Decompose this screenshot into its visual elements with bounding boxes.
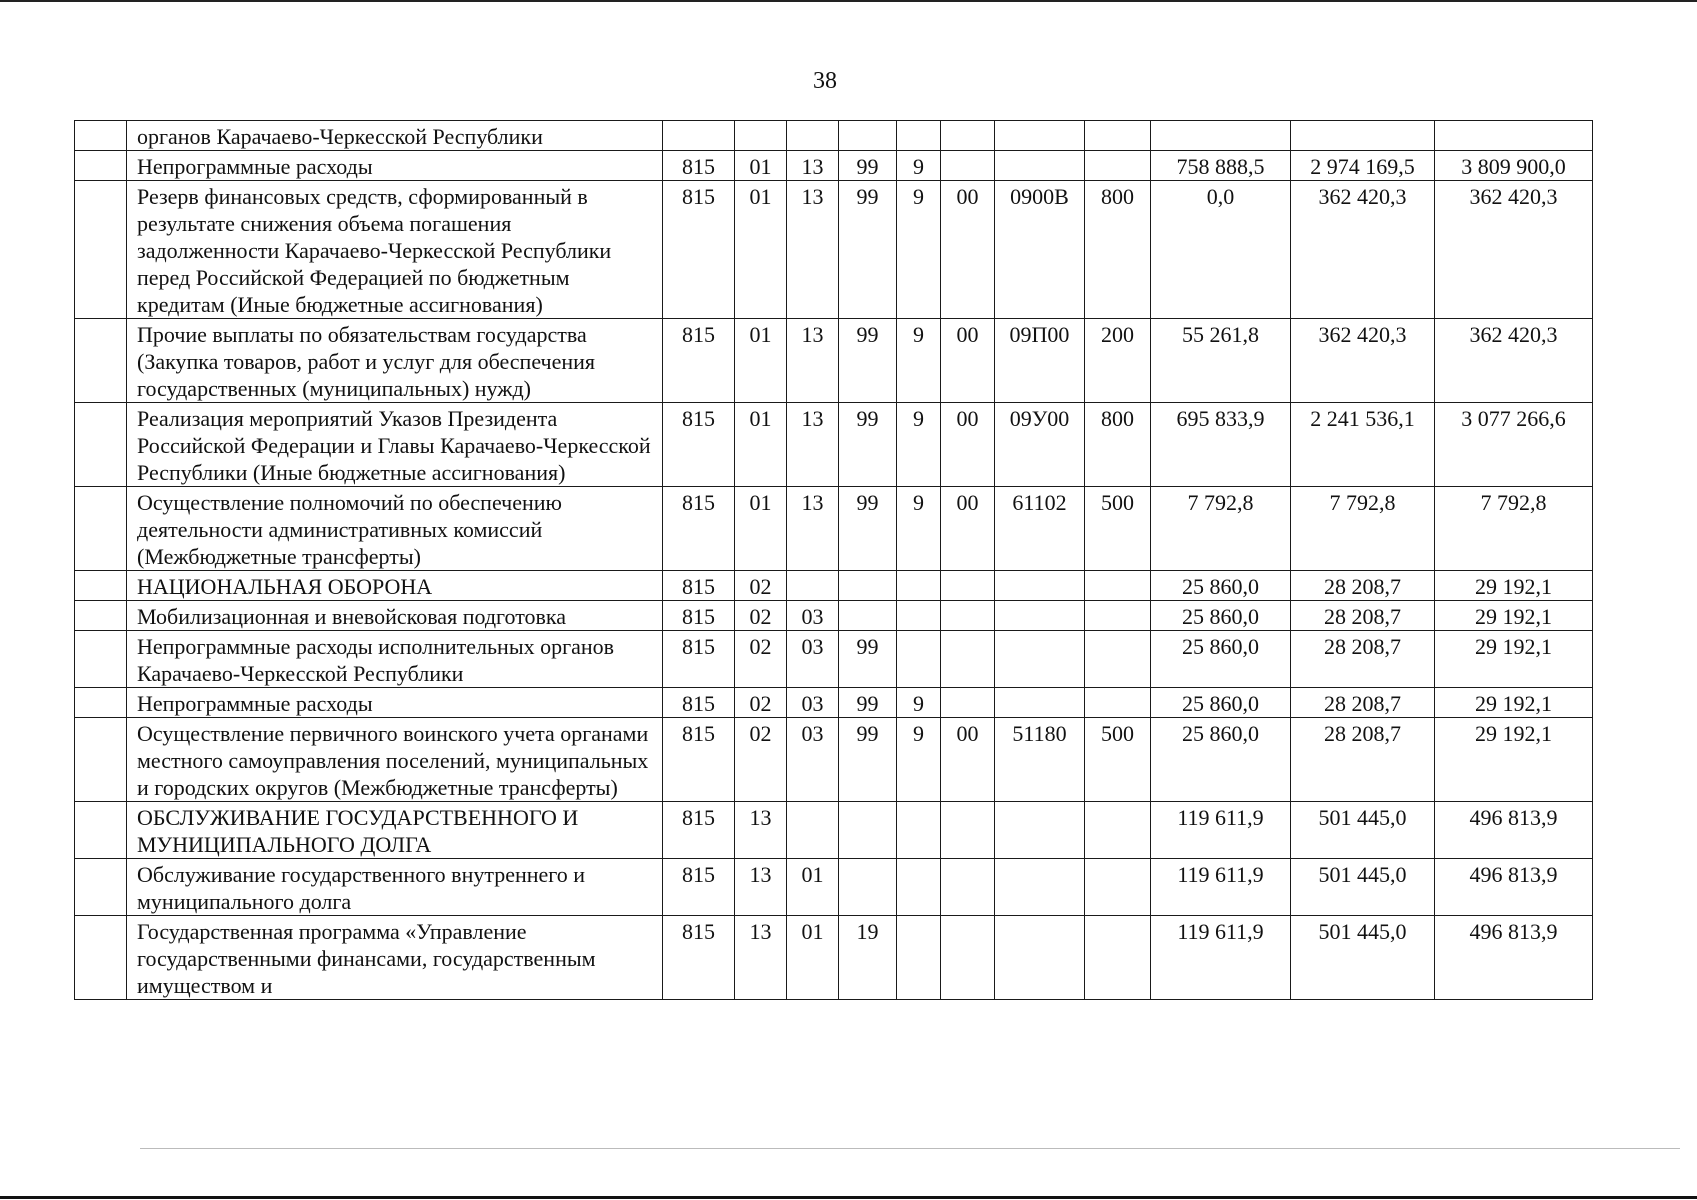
section-code-cell: 01	[735, 319, 787, 403]
section-code-cell: 02	[735, 631, 787, 688]
subsection-code-cell: 13	[787, 319, 839, 403]
event-code-cell: 00	[941, 181, 995, 319]
amount-year-3-cell: 29 192,1	[1435, 631, 1593, 688]
subprogram-code-cell	[897, 601, 941, 631]
expense-type-cell	[1085, 151, 1151, 181]
amount-year-2-cell: 28 208,7	[1291, 718, 1435, 802]
amount-year-1-cell: 758 888,5	[1151, 151, 1291, 181]
section-code-cell: 02	[735, 718, 787, 802]
amount-year-2-cell: 362 420,3	[1291, 181, 1435, 319]
amount-year-3-cell: 29 192,1	[1435, 601, 1593, 631]
subsection-code-cell: 03	[787, 601, 839, 631]
row-number-cell	[75, 151, 127, 181]
event-code-cell	[941, 802, 995, 859]
program-code-cell: 99	[839, 718, 897, 802]
direction-code-cell	[995, 916, 1085, 1000]
table-row	[75, 151, 1593, 181]
subprogram-code-cell: 9	[897, 151, 941, 181]
event-code-cell: 00	[941, 319, 995, 403]
table-row	[75, 121, 1593, 151]
table-row	[75, 688, 1593, 718]
section-code-cell: 02	[735, 601, 787, 631]
subprogram-code-cell: 9	[897, 319, 941, 403]
table-row	[75, 916, 1593, 1000]
section-code-cell: 13	[735, 859, 787, 916]
table-body	[75, 121, 1593, 1000]
scan-edge-bottom	[0, 1196, 1697, 1199]
subsection-code-cell: 13	[787, 403, 839, 487]
table-row	[75, 859, 1593, 916]
expense-name-cell: Прочие выплаты по обязательствам государства (Закупка товаров, работ и услуг для обеспечения государственных (муниципальных) нужд)	[127, 319, 663, 403]
amount-year-2-cell: 501 445,0	[1291, 802, 1435, 859]
section-code-cell: 01	[735, 181, 787, 319]
amount-year-1-cell: 25 860,0	[1151, 601, 1291, 631]
amount-year-1-cell: 119 611,9	[1151, 802, 1291, 859]
subprogram-code-cell	[897, 631, 941, 688]
row-number-cell	[75, 487, 127, 571]
amount-year-3-cell: 496 813,9	[1435, 802, 1593, 859]
amount-year-1-cell: 25 860,0	[1151, 571, 1291, 601]
amount-year-1-cell: 25 860,0	[1151, 631, 1291, 688]
event-code-cell	[941, 601, 995, 631]
direction-code-cell: 09У00	[995, 403, 1085, 487]
amount-year-3-cell: 3 809 900,0	[1435, 151, 1593, 181]
subprogram-code-cell: 9	[897, 487, 941, 571]
direction-code-cell	[995, 631, 1085, 688]
amount-year-3-cell: 496 813,9	[1435, 859, 1593, 916]
row-number-cell	[75, 631, 127, 688]
direction-code-cell	[995, 121, 1085, 151]
section-code-cell: 01	[735, 151, 787, 181]
expense-name-cell: Реализация мероприятий Указов Президента Российской Федерации и Главы Карачаево-Черкесской Республики (Иные бюджетные ассигнования)	[127, 403, 663, 487]
row-number-cell	[75, 403, 127, 487]
subprogram-code-cell	[897, 802, 941, 859]
subprogram-code-cell	[897, 916, 941, 1000]
row-number-cell	[75, 688, 127, 718]
subsection-code-cell: 13	[787, 151, 839, 181]
table-row	[75, 487, 1593, 571]
expense-type-cell	[1085, 571, 1151, 601]
subsection-code-cell: 01	[787, 916, 839, 1000]
row-number-cell	[75, 121, 127, 151]
direction-code-cell: 61102	[995, 487, 1085, 571]
amount-year-2-cell: 501 445,0	[1291, 859, 1435, 916]
program-code-cell: 99	[839, 631, 897, 688]
amount-year-1-cell: 7 792,8	[1151, 487, 1291, 571]
subprogram-code-cell	[897, 859, 941, 916]
section-code-cell: 02	[735, 571, 787, 601]
section-code-cell: 02	[735, 688, 787, 718]
amount-year-2-cell: 28 208,7	[1291, 631, 1435, 688]
amount-year-3-cell: 362 420,3	[1435, 181, 1593, 319]
table-row	[75, 571, 1593, 601]
row-number-cell	[75, 718, 127, 802]
program-code-cell: 99	[839, 181, 897, 319]
table-row	[75, 319, 1593, 403]
expense-name-cell: ОБСЛУЖИВАНИЕ ГОСУДАРСТВЕННОГО И МУНИЦИПАЛЬНОГО ДОЛГА	[127, 802, 663, 859]
program-code-cell	[839, 601, 897, 631]
subsection-code-cell	[787, 571, 839, 601]
ministry-code-cell: 815	[663, 631, 735, 688]
scan-edge-top	[0, 0, 1697, 2]
amount-year-2-cell: 28 208,7	[1291, 688, 1435, 718]
subsection-code-cell: 13	[787, 181, 839, 319]
subsection-code-cell: 03	[787, 688, 839, 718]
amount-year-3-cell: 29 192,1	[1435, 718, 1593, 802]
expense-name-cell: Мобилизационная и вневойсковая подготовка	[127, 601, 663, 631]
event-code-cell	[941, 916, 995, 1000]
event-code-cell: 00	[941, 487, 995, 571]
subprogram-code-cell: 9	[897, 181, 941, 319]
expense-type-cell: 800	[1085, 403, 1151, 487]
amount-year-3-cell: 7 792,8	[1435, 487, 1593, 571]
program-code-cell: 99	[839, 151, 897, 181]
amount-year-1-cell: 119 611,9	[1151, 916, 1291, 1000]
amount-year-1-cell: 55 261,8	[1151, 319, 1291, 403]
amount-year-3-cell: 362 420,3	[1435, 319, 1593, 403]
amount-year-3-cell: 29 192,1	[1435, 688, 1593, 718]
direction-code-cell: 0900В	[995, 181, 1085, 319]
direction-code-cell	[995, 802, 1085, 859]
row-number-cell	[75, 802, 127, 859]
amount-year-2-cell: 362 420,3	[1291, 319, 1435, 403]
table-row	[75, 601, 1593, 631]
program-code-cell	[839, 121, 897, 151]
program-code-cell: 99	[839, 688, 897, 718]
section-code-cell: 01	[735, 403, 787, 487]
program-code-cell: 99	[839, 319, 897, 403]
expense-type-cell	[1085, 601, 1151, 631]
event-code-cell	[941, 151, 995, 181]
expense-name-cell: Непрограммные расходы	[127, 151, 663, 181]
amount-year-2-cell: 2 974 169,5	[1291, 151, 1435, 181]
program-code-cell	[839, 859, 897, 916]
table-row	[75, 403, 1593, 487]
expense-name-cell: Непрограммные расходы исполнительных органов Карачаево-Черкесской Республики	[127, 631, 663, 688]
expense-name-cell: Обслуживание государственного внутреннего и муниципального долга	[127, 859, 663, 916]
event-code-cell	[941, 688, 995, 718]
expense-name-cell: Осуществление полномочий по обеспечению деятельности административных комиссий (Межбюджетные трансферты)	[127, 487, 663, 571]
ministry-code-cell: 815	[663, 802, 735, 859]
row-number-cell	[75, 601, 127, 631]
ministry-code-cell: 815	[663, 487, 735, 571]
divider	[140, 1148, 1680, 1149]
direction-code-cell	[995, 688, 1085, 718]
direction-code-cell: 51180	[995, 718, 1085, 802]
expense-type-cell	[1085, 916, 1151, 1000]
subsection-code-cell: 01	[787, 859, 839, 916]
subprogram-code-cell	[897, 121, 941, 151]
program-code-cell: 99	[839, 487, 897, 571]
ministry-code-cell: 815	[663, 403, 735, 487]
expense-type-cell	[1085, 802, 1151, 859]
section-code-cell: 01	[735, 487, 787, 571]
row-number-cell	[75, 571, 127, 601]
expense-type-cell: 500	[1085, 718, 1151, 802]
amount-year-3-cell: 496 813,9	[1435, 916, 1593, 1000]
program-code-cell	[839, 571, 897, 601]
page-number: 38	[813, 68, 837, 94]
event-code-cell	[941, 121, 995, 151]
amount-year-2-cell	[1291, 121, 1435, 151]
section-code-cell	[735, 121, 787, 151]
amount-year-1-cell: 25 860,0	[1151, 688, 1291, 718]
row-number-cell	[75, 319, 127, 403]
direction-code-cell	[995, 859, 1085, 916]
direction-code-cell: 09П00	[995, 319, 1085, 403]
event-code-cell	[941, 631, 995, 688]
expense-name-cell: Резерв финансовых средств, сформированный в результате снижения объема погашения задолженности Карачаево-Черкесской Республики перед Российской Федерацией по бюджетным кредитам (Иные бюджетные ассигнования)	[127, 181, 663, 319]
amount-year-2-cell: 28 208,7	[1291, 571, 1435, 601]
direction-code-cell	[995, 151, 1085, 181]
program-code-cell	[839, 802, 897, 859]
row-number-cell	[75, 181, 127, 319]
amount-year-1-cell: 25 860,0	[1151, 718, 1291, 802]
subsection-code-cell: 13	[787, 487, 839, 571]
ministry-code-cell: 815	[663, 601, 735, 631]
amount-year-2-cell: 28 208,7	[1291, 601, 1435, 631]
program-code-cell: 99	[839, 403, 897, 487]
expense-name-cell: НАЦИОНАЛЬНАЯ ОБОРОНА	[127, 571, 663, 601]
amount-year-1-cell: 119 611,9	[1151, 859, 1291, 916]
row-number-cell	[75, 916, 127, 1000]
subprogram-code-cell: 9	[897, 688, 941, 718]
amount-year-2-cell: 2 241 536,1	[1291, 403, 1435, 487]
ministry-code-cell: 815	[663, 688, 735, 718]
subprogram-code-cell: 9	[897, 403, 941, 487]
amount-year-2-cell: 501 445,0	[1291, 916, 1435, 1000]
event-code-cell	[941, 859, 995, 916]
budget-table	[74, 120, 1593, 1000]
expense-type-cell: 500	[1085, 487, 1151, 571]
subsection-code-cell: 03	[787, 631, 839, 688]
expense-name-cell: органов Карачаево-Черкесской Республики	[127, 121, 663, 151]
ministry-code-cell: 815	[663, 718, 735, 802]
expense-type-cell	[1085, 859, 1151, 916]
subsection-code-cell: 03	[787, 718, 839, 802]
section-code-cell: 13	[735, 802, 787, 859]
expense-type-cell	[1085, 121, 1151, 151]
expense-type-cell	[1085, 631, 1151, 688]
amount-year-3-cell	[1435, 121, 1593, 151]
amount-year-2-cell: 7 792,8	[1291, 487, 1435, 571]
amount-year-1-cell	[1151, 121, 1291, 151]
expense-name-cell: Государственная программа «Управление государственными финансами, государственным имуществом и	[127, 916, 663, 1000]
table-row	[75, 802, 1593, 859]
table-row	[75, 631, 1593, 688]
amount-year-3-cell: 29 192,1	[1435, 571, 1593, 601]
table-row	[75, 718, 1593, 802]
ministry-code-cell	[663, 121, 735, 151]
program-code-cell: 19	[839, 916, 897, 1000]
direction-code-cell	[995, 571, 1085, 601]
section-code-cell: 13	[735, 916, 787, 1000]
ministry-code-cell: 815	[663, 571, 735, 601]
ministry-code-cell: 815	[663, 181, 735, 319]
ministry-code-cell: 815	[663, 319, 735, 403]
amount-year-3-cell: 3 077 266,6	[1435, 403, 1593, 487]
ministry-code-cell: 815	[663, 151, 735, 181]
subprogram-code-cell	[897, 571, 941, 601]
table-row	[75, 181, 1593, 319]
event-code-cell	[941, 571, 995, 601]
ministry-code-cell: 815	[663, 916, 735, 1000]
subprogram-code-cell: 9	[897, 718, 941, 802]
ministry-code-cell: 815	[663, 859, 735, 916]
expense-type-cell: 800	[1085, 181, 1151, 319]
expense-type-cell: 200	[1085, 319, 1151, 403]
expense-type-cell	[1085, 688, 1151, 718]
amount-year-1-cell: 0,0	[1151, 181, 1291, 319]
row-number-cell	[75, 859, 127, 916]
expense-name-cell: Осуществление первичного воинского учета органами местного самоуправления поселений, муниципальных и городских округов (Межбюджетные трансферты)	[127, 718, 663, 802]
event-code-cell: 00	[941, 403, 995, 487]
subsection-code-cell	[787, 121, 839, 151]
event-code-cell: 00	[941, 718, 995, 802]
amount-year-1-cell: 695 833,9	[1151, 403, 1291, 487]
expense-name-cell: Непрограммные расходы	[127, 688, 663, 718]
direction-code-cell	[995, 601, 1085, 631]
subsection-code-cell	[787, 802, 839, 859]
